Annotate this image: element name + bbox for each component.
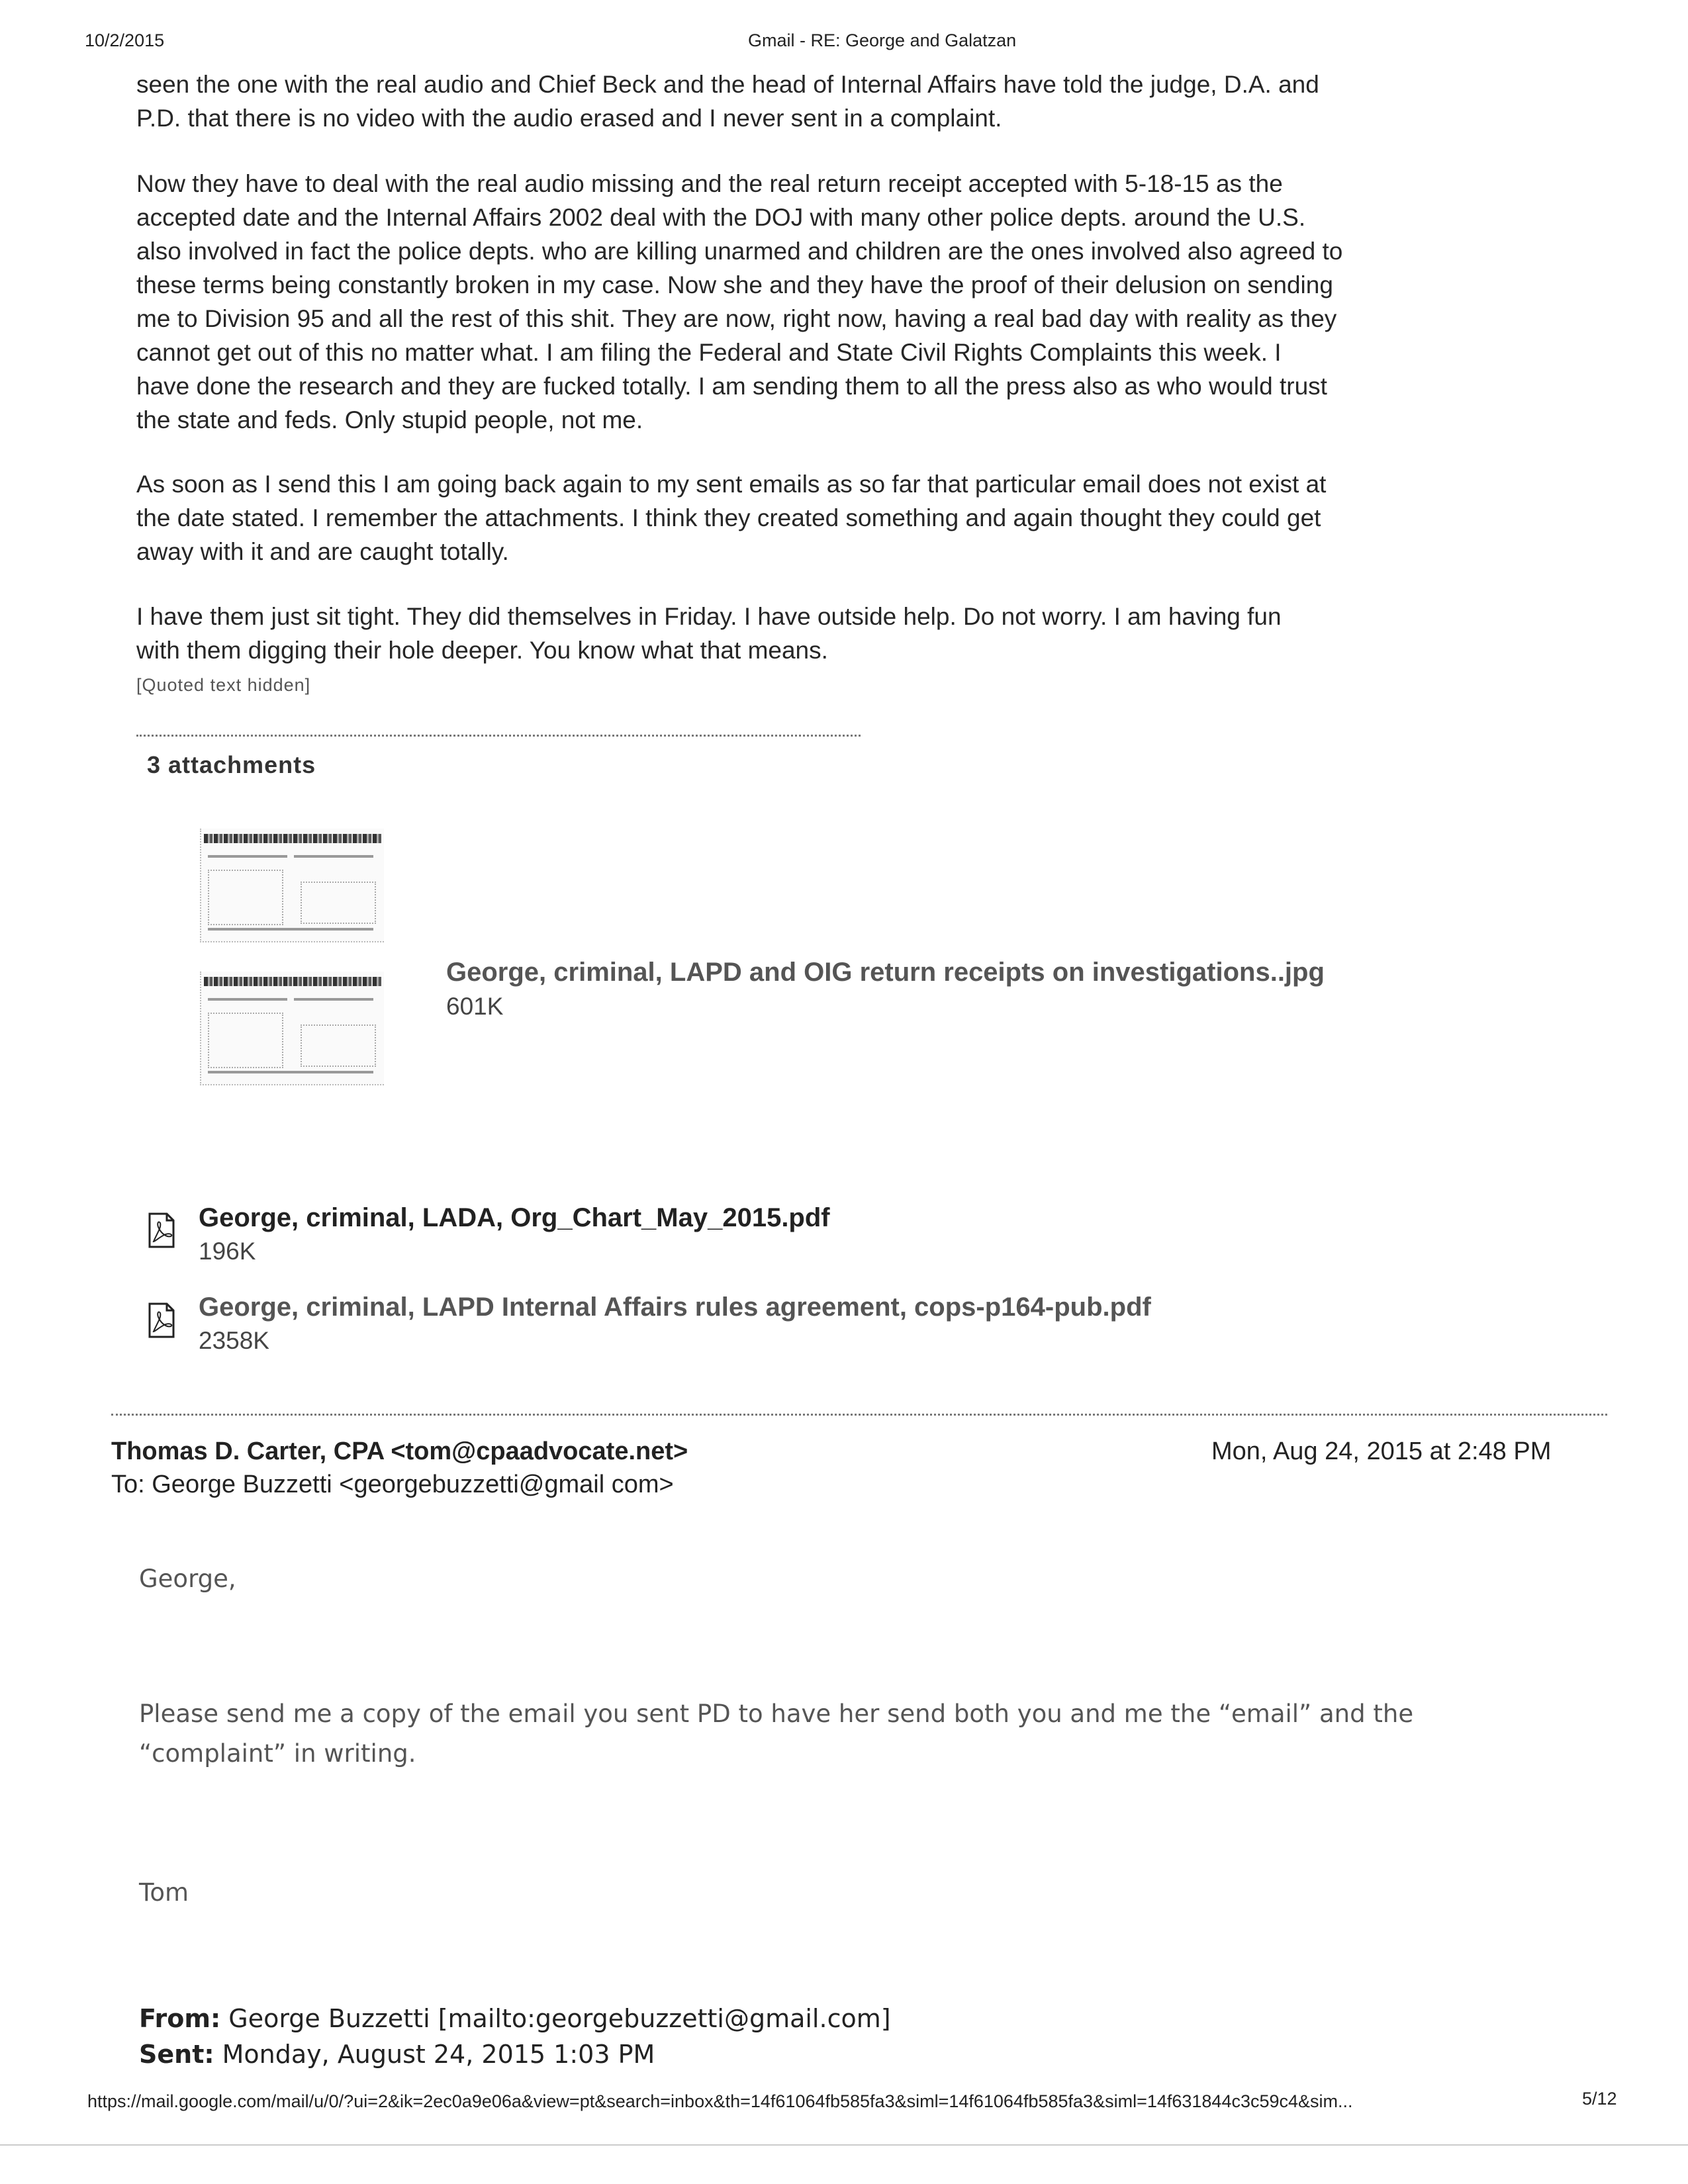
page-number: 5/12 — [1582, 2089, 1617, 2109]
paragraph-2 — [136, 167, 1579, 437]
text-line: accepted date and the Internal Affairs 2002 deal with the DOJ with many other police depts. around the U.S. — [136, 204, 1306, 231]
print-title: Gmail - RE: George and Galatzan — [748, 30, 1017, 50]
attachments-title: 3 attachments — [147, 751, 316, 778]
greeting: George, — [139, 1565, 236, 1593]
text-line: have done the research and they are fucked totally. I am sending them to all the press also as who would trust — [136, 373, 1327, 400]
forward-from — [139, 2004, 891, 2033]
scan-edge — [0, 2144, 1688, 2146]
paragraph-3 — [136, 467, 1579, 569]
text-line: away with it and are caught totally. — [136, 538, 509, 565]
text-line: seen the one with the real audio and Chief Beck and the head of Internal Affairs have told the judge, D.A. and — [136, 71, 1319, 98]
text-line: these terms being constantly broken in my case. Now she and they have the proof of their delusion on sending — [136, 271, 1333, 298]
attachment-size: 2358K — [199, 1327, 269, 1354]
text-line: cannot get out of this no matter what. I am filing the Federal and State Civil Rights Complaints this week. I — [136, 339, 1282, 366]
sent-label: Sent: — [139, 2040, 214, 2069]
text-line: the state and feds. Only stupid people, not me. — [136, 406, 643, 433]
attachments-divider — [136, 735, 861, 737]
text-line: also involved in fact the police depts. who are killing unarmed and children are the ones involved also agreed to — [136, 238, 1343, 265]
attachment-link[interactable]: George, criminal, LADA, Org_Chart_May_2015.pdf — [199, 1203, 830, 1232]
text-line: with them digging their hole deeper. You know what that means. — [136, 637, 828, 664]
text-line: I have them just sit tight. They did themselves in Friday. I have outside help. Do not worry. I am having fun — [136, 603, 1282, 630]
attachment-size: 601K — [446, 993, 504, 1020]
sender — [111, 1437, 688, 1466]
paragraph-1 — [136, 68, 1579, 135]
text-line: the date stated. I remember the attachments. I think they created something and again thought they could get — [136, 504, 1321, 531]
from-label: From: — [139, 2004, 221, 2033]
sender-name: Thomas D. Carter, CPA <tom@cpaadvocate.net> — [111, 1437, 688, 1465]
quoted-text-toggle[interactable]: [Quoted text hidden] — [136, 675, 311, 695]
text-line: “complaint” in writing. — [139, 1739, 416, 1768]
pdf-icon — [147, 1302, 176, 1338]
message-divider — [111, 1414, 1607, 1416]
attachment-link[interactable]: George, criminal, LAPD Internal Affairs rules agreement, cops-p164-pub.pdf — [199, 1293, 1151, 1322]
text-line: Now they have to deal with the real audio missing and the real return receipt accepted with 5-18-15 as the — [136, 170, 1283, 197]
sent-value: Monday, August 24, 2015 1:03 PM — [214, 2040, 655, 2069]
signoff: Tom — [139, 1878, 189, 1907]
text-line: P.D. that there is no video with the audio erased and I never sent in a complaint. — [136, 105, 1002, 132]
message-date: Mon, Aug 24, 2015 at 2:48 PM — [1211, 1437, 1552, 1465]
reply-body — [139, 1694, 1413, 1774]
from-value: George Buzzetti [mailto:georgebuzzetti@gmail.com] — [220, 2004, 891, 2033]
attachment-link[interactable]: George, criminal, LAPD and OIG return receipts on investigations..jpg — [446, 958, 1325, 987]
attachment-thumbnail[interactable] — [200, 972, 384, 1085]
attachment-thumbnail[interactable] — [200, 829, 384, 942]
text-line: As soon as I send this I am going back again to my sent emails as so far that particular email does not exist at — [136, 471, 1327, 498]
pdf-icon — [147, 1212, 176, 1248]
page-url: https://mail.google.com/mail/u/0/?ui=2&ik=2ec0a9e06a&view=pt&search=inbox&th=14f61064fb585fa3&siml=14f61064fb585fa3&siml=14f631844c3c59c4&sim... — [87, 2091, 1353, 2111]
forward-sent — [139, 2040, 655, 2069]
attachment-size: 196K — [199, 1238, 256, 1265]
text-line: Please send me a copy of the email you sent PD to have her send both you and me the “email” and the — [139, 1700, 1414, 1728]
recipient: To: George Buzzetti <georgebuzzetti@gmail com> — [111, 1471, 674, 1498]
paragraph-4 — [136, 600, 1579, 667]
text-line: me to Division 95 and all the rest of this shit. They are now, right now, having a real bad day with reality as they — [136, 305, 1337, 332]
print-date: 10/2/2015 — [85, 30, 165, 50]
